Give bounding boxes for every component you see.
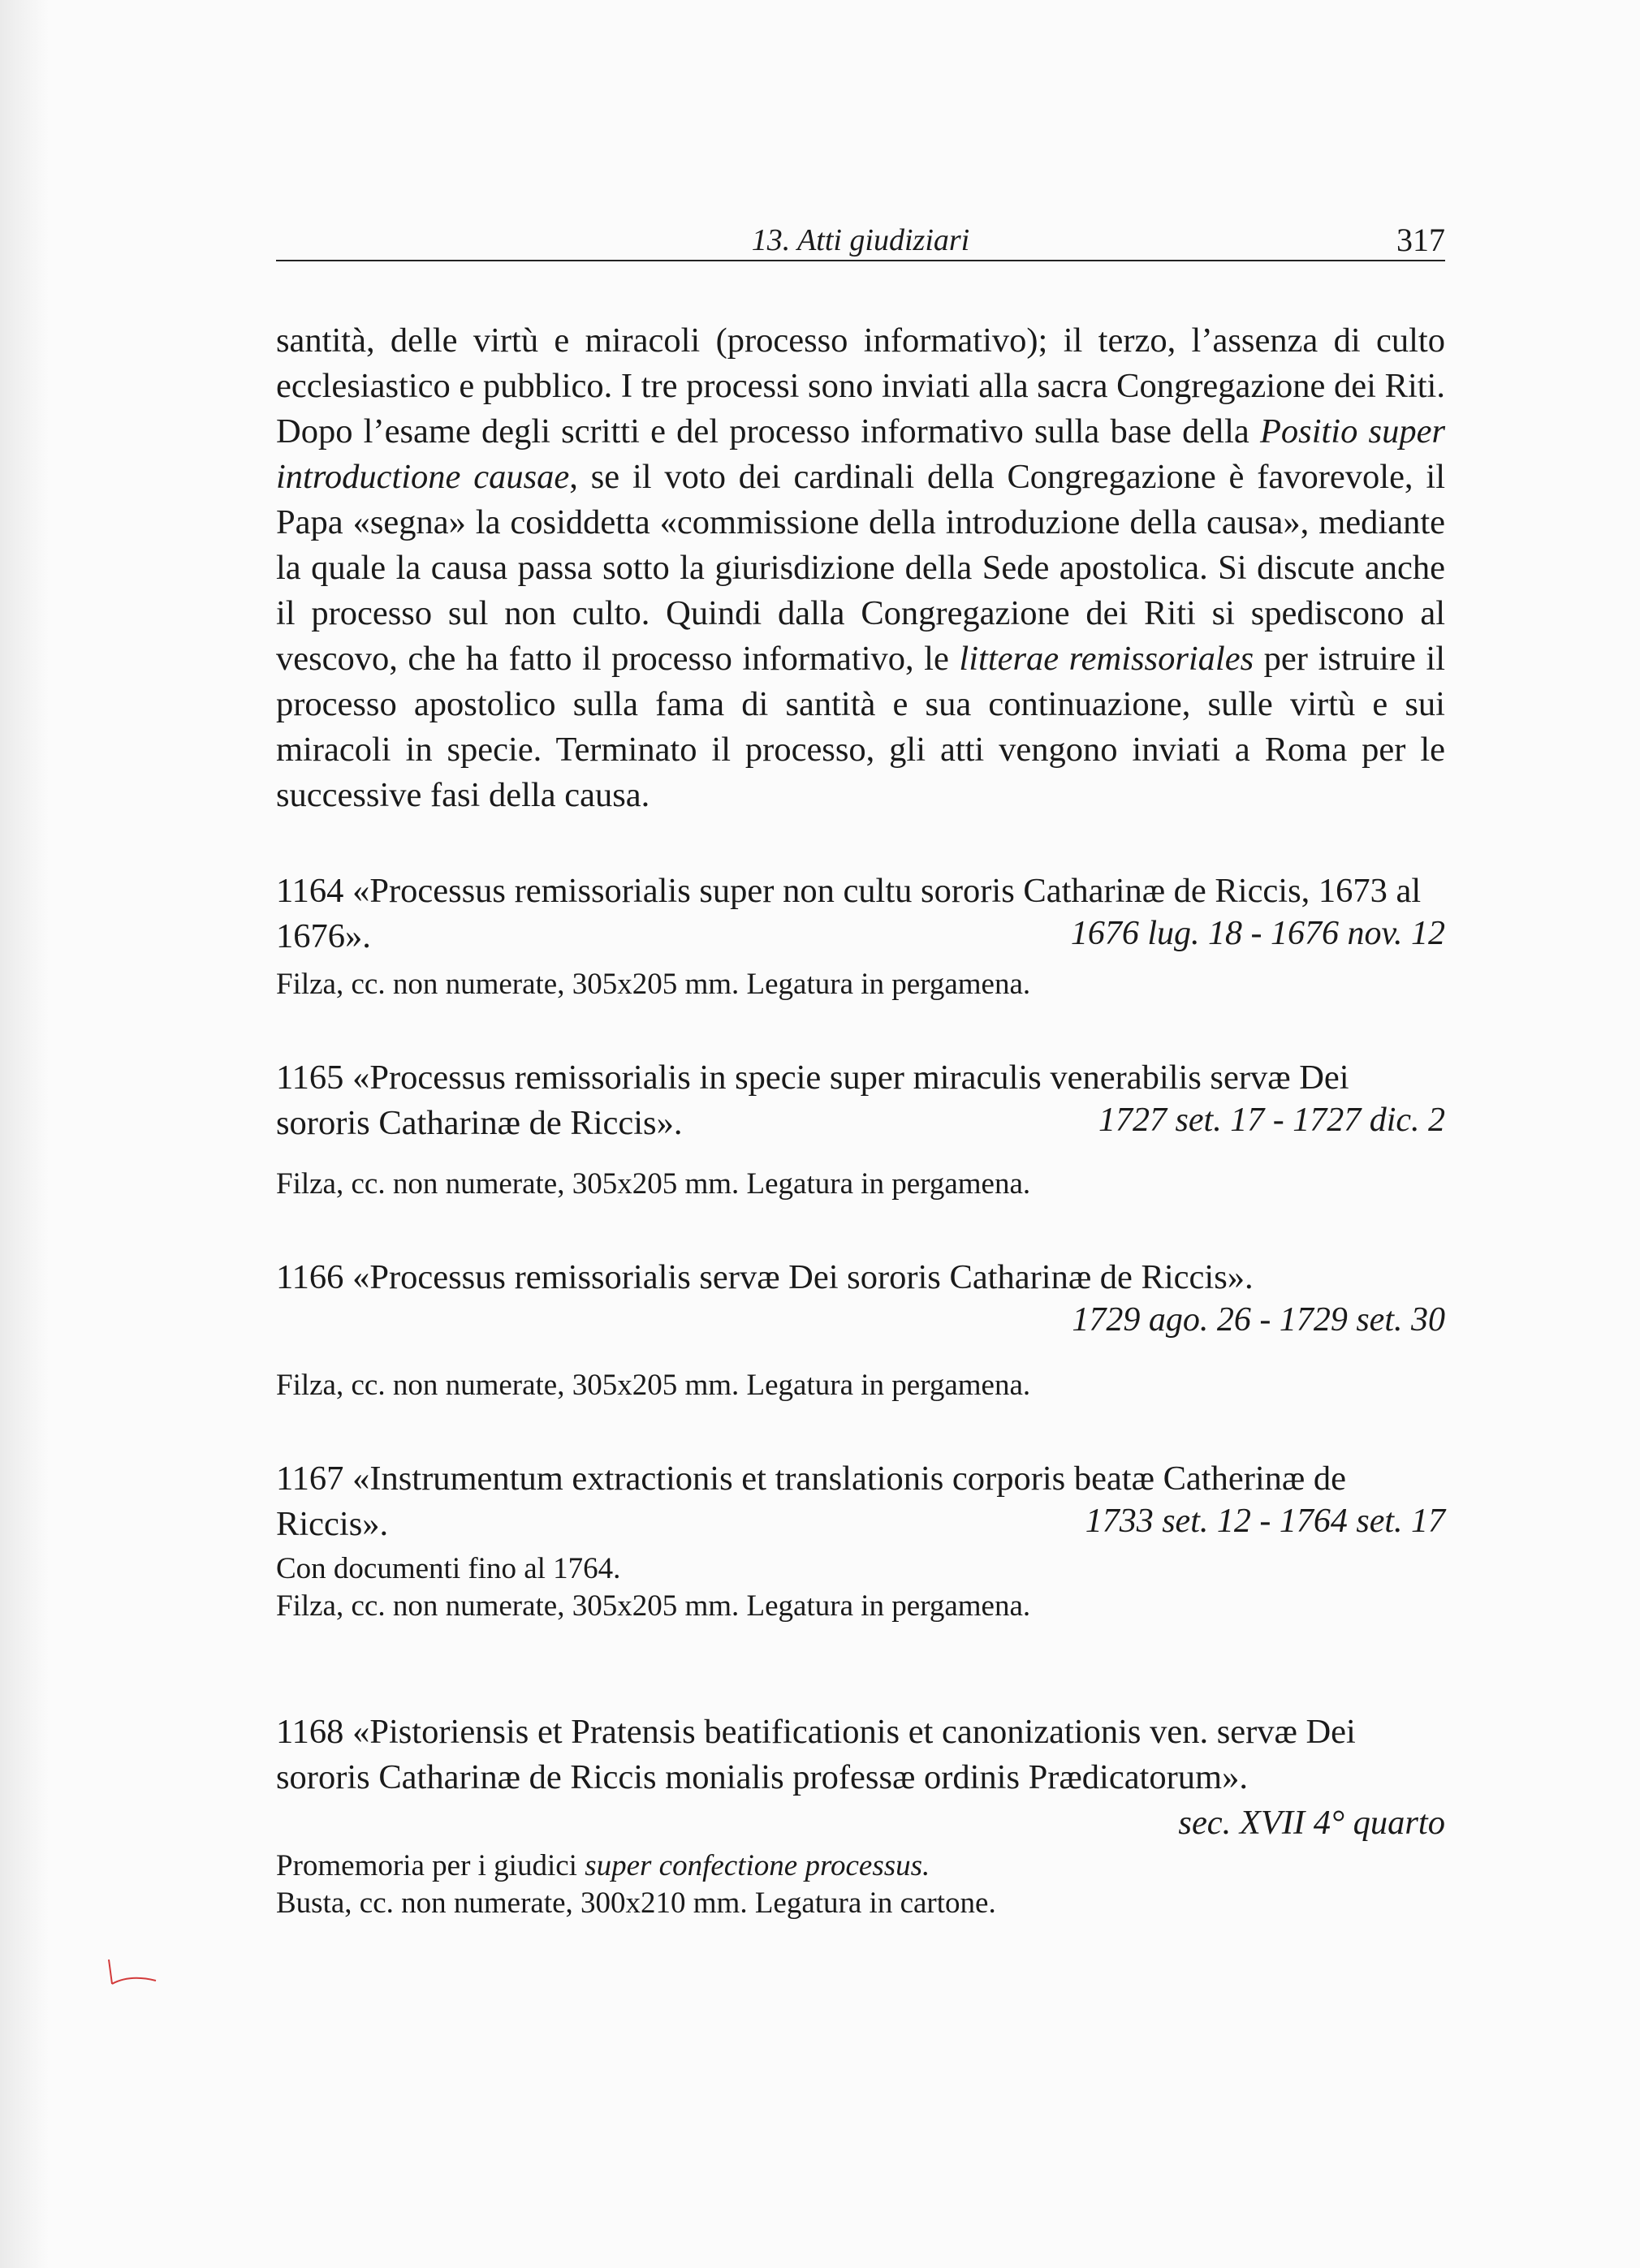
entry-physical-description: Filza, cc. non numerate, 305x205 mm. Legatura in pergamena. (276, 1589, 1031, 1623)
entry-physical-description: Busta, cc. non numerate, 300x210 mm. Legatura in cartone. (276, 1886, 996, 1920)
entry-number: 1167 (276, 1460, 344, 1498)
entry-note-text: Promemoria per i giudici (276, 1849, 585, 1882)
intro-italic-1: Positio super introductione causae (276, 412, 1445, 496)
entry-date: 1727 set. 17 - 1727 dic. 2 (1098, 1102, 1445, 1139)
intro-text-1: santità, delle virtù e miracoli (processo informativo); il terzo, l’assenza di culto ecclesiastico e pubblico. I tre processi sono inviati alla sacra Congregazione dei Riti. Dopo l’esame degli scritti e del processo informativo sulla base della (276, 321, 1445, 451)
entry-title: «Processus remissorialis servæ Dei sororis Catharinæ de Riccis». (352, 1258, 1254, 1296)
intro-text-2: , se il voto dei cardinali della Congregazione è favorevole, il Papa «segna» la cosiddetta «commissione della introduzione della causa», mediante la quale la causa passa sotto la giurisdizione della Sede apostolica. Si discute anche il processo sul non culto. Quindi dalla Congregazione dei Riti si spediscono al vescovo, che ha fatto il processo informativo, le (276, 458, 1445, 678)
entry-physical-description: Filza, cc. non numerate, 305x205 mm. Legatura in pergamena. (276, 1369, 1031, 1402)
entry-number: 1164 (276, 872, 344, 910)
entry-date: 1733 set. 12 - 1764 set. 17 (1085, 1503, 1445, 1540)
entry-1166 (276, 1255, 1445, 1404)
page-number: 317 (1396, 222, 1445, 258)
entry-number: 1166 (276, 1258, 344, 1296)
entry-date: 1676 lug. 18 - 1676 nov. 12 (1070, 915, 1445, 952)
entry-title: «Instrumentum extractionis et translationis corporis beatæ Catherinæ de Riccis». (276, 1460, 1347, 1543)
entry-date: sec. XVII 4° quarto (1178, 1804, 1445, 1842)
intro-paragraph (276, 318, 1445, 818)
page-header (276, 221, 1445, 261)
entry-1165 (276, 1055, 1445, 1203)
running-title: 13. Atti giudiziari (751, 223, 970, 257)
entry-1167 (276, 1456, 1445, 1625)
entry-physical-description: Filza, cc. non numerate, 305x205 mm. Legatura in pergamena. (276, 1167, 1031, 1201)
entry-date-line (276, 1800, 1445, 1846)
entry-note (276, 1848, 1445, 1885)
entry-1164 (276, 869, 1445, 1003)
entry-note: Con documenti fino al 1764. (276, 1552, 621, 1585)
page-edge-shadow (0, 0, 49, 2268)
intro-text-3: per istruire il processo apostolico sulla fama di santità e sua continuazione, sulle virtù e sui miracoli in specie. Terminato il processo, gli atti vengono inviati a Roma per le successive fasi della causa. (276, 640, 1445, 814)
entry-title: «Pistoriensis et Pratensis beatificationis et canonizationis ven. servæ Dei sororis Catharinæ de Riccis monialis professæ ordinis Prædicatorum». (276, 1713, 1356, 1796)
entry-1168 (276, 1710, 1445, 1922)
entry-heading (276, 1710, 1445, 1800)
page-body (276, 318, 1445, 1922)
entry-heading (276, 1255, 1445, 1300)
entry-date: 1729 ago. 26 - 1729 set. 30 (1072, 1301, 1445, 1339)
intro-italic-2: litterae remissoriales (959, 640, 1254, 678)
entry-title: «Processus remissorialis super non cultu sororis Catharinæ de Riccis, 1673 al 1676». (276, 872, 1422, 955)
red-pencil-mark (106, 1956, 162, 1989)
entry-physical-description: Filza, cc. non numerate, 305x205 mm. Legatura in pergamena. (276, 968, 1031, 1001)
entry-number: 1168 (276, 1713, 344, 1751)
entry-title: «Processus remissorialis in specie super miraculis venerabilis servæ Dei sororis Catharinæ de Riccis». (276, 1059, 1349, 1142)
entry-number: 1165 (276, 1059, 344, 1097)
entry-note-italic: super confectione processus. (585, 1849, 930, 1882)
